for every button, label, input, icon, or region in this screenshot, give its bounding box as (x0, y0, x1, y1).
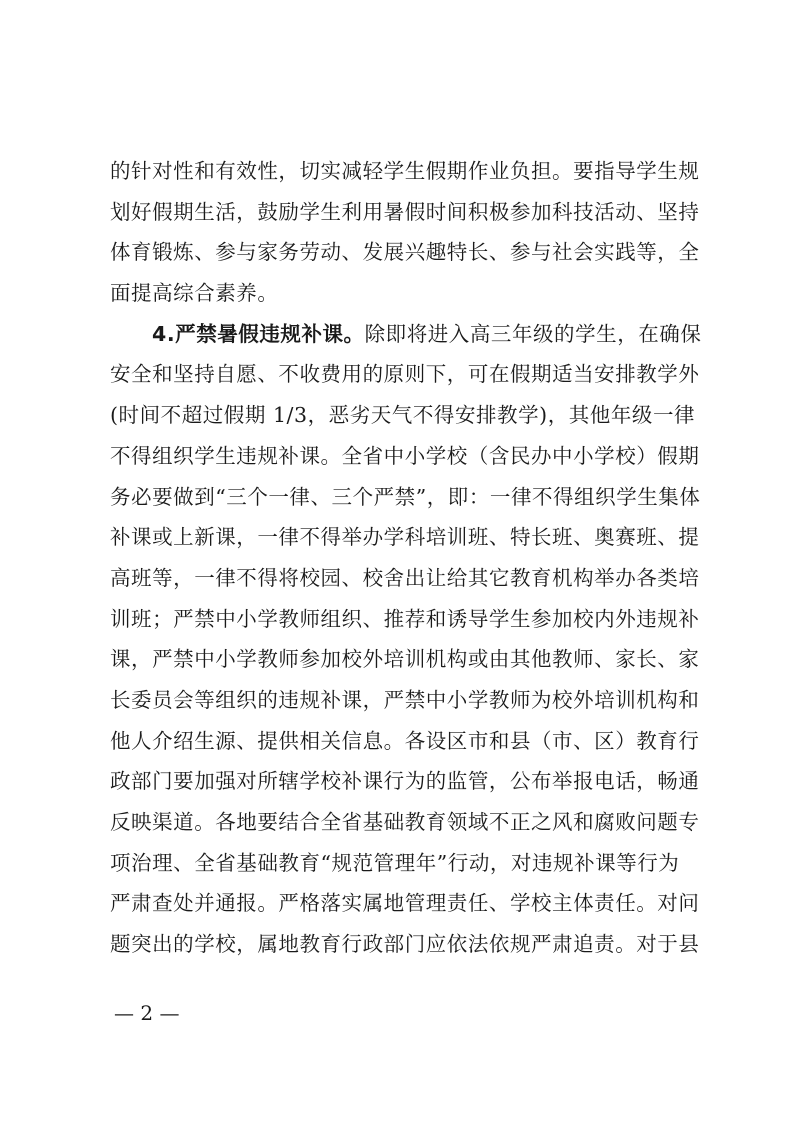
paragraph-line: 高班等，一律不得将校园、校舍出让给其它教育机构举办各类培 (110, 565, 700, 590)
paragraph-line: 他人介绍生源、提供相关信息。各设区市和县（市、区）教育行 (110, 728, 700, 753)
section-4-heading: 4.严禁暑假违规补课。 (152, 321, 365, 346)
paragraph-line: 面提高综合素养。 (110, 281, 279, 306)
paragraph-line: 不得组织学生违规补课。全省中小学校（含民办中小学校）假期 (110, 443, 700, 468)
paragraph-line: 安全和坚持自愿、不收费用的原则下，可在假期适当安排教学外 (110, 362, 700, 387)
document-body (110, 151, 700, 965)
paragraph-line: 题突出的学校，属地教育行政部门应依法依规严肃追责。对于县 (110, 932, 700, 957)
paragraph-line: 补课或上新课，一律不得举办学科培训班、特长班、奥赛班、提 (110, 525, 700, 550)
paragraph-line: 项治理、全省基础教育“规范管理年”行动，对违规补课等行为 (110, 850, 680, 875)
paragraph-line: 训班；严禁中小学教师组织、推荐和诱导学生参加校内外违规补 (110, 606, 700, 631)
paragraph-line: 体育锻炼、参与家务劳动、发展兴趣特长、参与社会实践等，全 (110, 240, 700, 265)
section-4-first-line (110, 314, 700, 355)
paragraph-line: 长委员会等组织的违规补课，严禁中小学教师为校外培训机构和 (110, 687, 700, 712)
paragraph-line: 政部门要加强对所辖学校补课行为的监管，公布举报电话，畅通 (110, 769, 700, 794)
paragraph-line: 反映渠道。各地要结合全省基础教育领域不正之风和腐败问题专 (110, 810, 700, 834)
paragraph-line: 严肃查处并通报。严格落实属地管理责任、学校主体责任。对问 (110, 891, 700, 916)
paragraph-line: 务必要做到“三个一律、三个严禁”，即：一律不得组织学生集体 (110, 484, 701, 509)
paragraph-line: (时间不超过假期 1/3，恶劣天气不得安排教学)，其他年级一律 (110, 403, 696, 428)
paragraph-line: 课，严禁中小学教师参加校外培训机构或由其他教师、家长、家 (110, 647, 700, 672)
section-4-first-line-text: 除即将进入高三年级的学生，在确保 (364, 321, 702, 346)
paragraph-line: 的针对性和有效性，切实减轻学生假期作业负担。要指导学生规 (110, 159, 700, 183)
page-number: — 2 — (114, 1001, 180, 1025)
paragraph-line: 划好假期生活，鼓励学生利用暑假时间积极参加科技活动、坚持 (110, 199, 700, 224)
